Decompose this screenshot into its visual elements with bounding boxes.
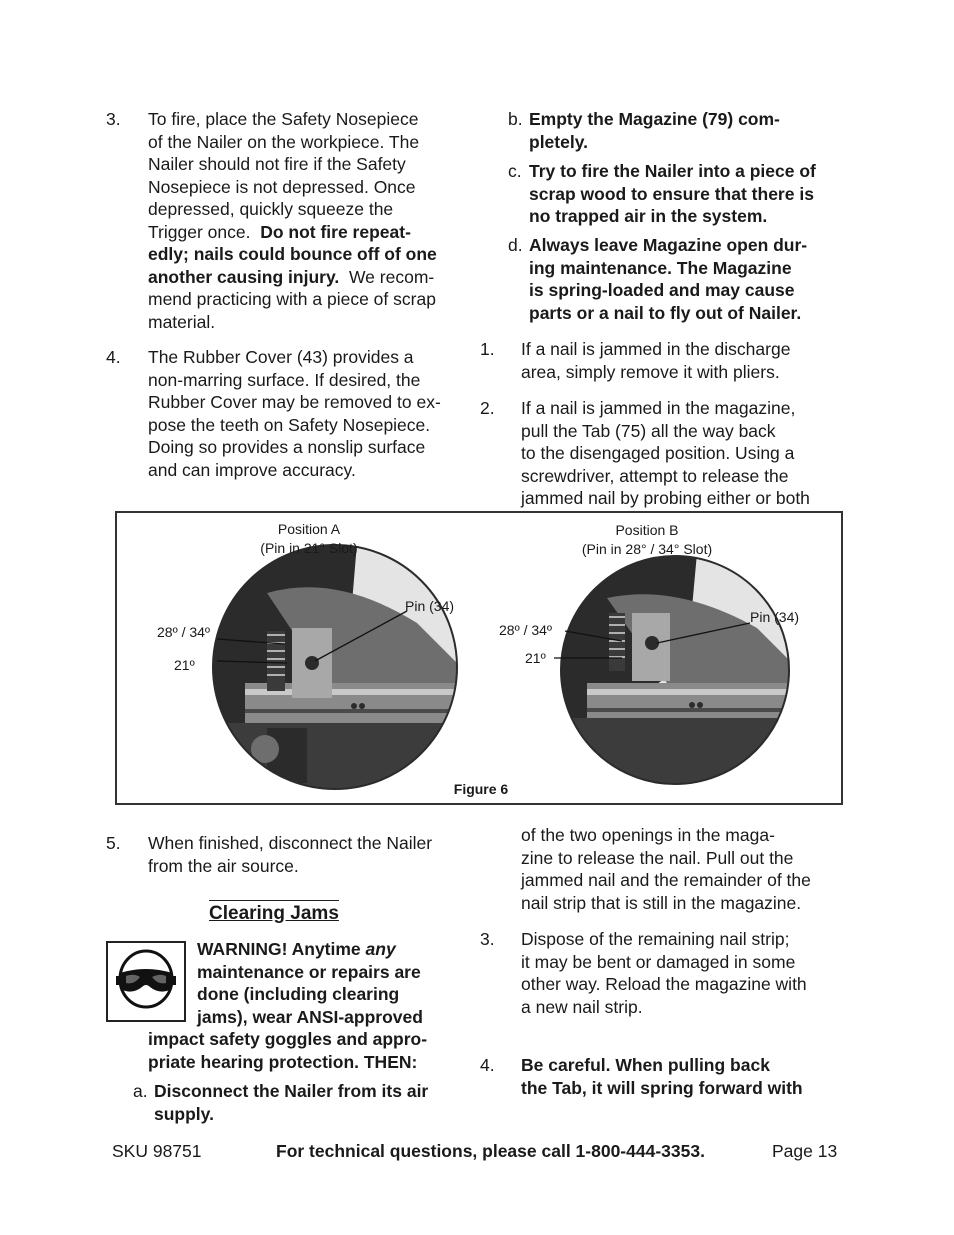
step-d: d. Always leave Magazine open dur- ing maintenance. The Magazine is spring-loaded and may cause parts or a nail to fly out of Nailer. bbox=[508, 235, 808, 323]
position-b-label-21: 21º bbox=[525, 650, 546, 666]
list-item-right-3 bbox=[480, 928, 850, 1020]
list-text: If a nail is jammed in the discharge area, simply remove it with pliers. bbox=[521, 339, 791, 382]
list-text: To fire, place the Safety Nosepiece of the Nailer on the workpiece. The Nailer should not fire if the Safety Nosepiece is not depressed. Once depressed, quickly squeeze the Trigger once. Do not fire repeat- edly; nails could bounce off of one another causing injury. We recom- mend practicing with a piece of scrap material. bbox=[148, 109, 437, 332]
position-a-label-28-34: 28º / 34º bbox=[157, 624, 211, 640]
list-item-5 bbox=[106, 832, 466, 880]
position-b-title: Position B bbox=[615, 522, 679, 538]
list-item-right-4 bbox=[480, 1054, 850, 1102]
position-a-title: Position A bbox=[277, 521, 341, 537]
warning-emphasis: edly; nails could bounce off of one bbox=[148, 244, 437, 264]
list-text: If a nail is jammed in the magazine, pull the Tab (75) all the way back to the disengaged position. Using a screwdriver, attempt to release the jammed nail by probing either or both bbox=[521, 398, 810, 508]
warning-text-continued: impact safety goggles and appro- priate hearing protection. THEN: bbox=[148, 1029, 428, 1072]
list-item-3 bbox=[106, 108, 466, 338]
step-a: a. Disconnect the Nailer from its air supply. bbox=[133, 1081, 429, 1124]
list-item-1 bbox=[480, 338, 850, 386]
warning-emphasis: another causing injury. bbox=[148, 266, 340, 287]
list-number: 3. bbox=[106, 109, 121, 129]
list-number: 3. bbox=[480, 929, 495, 949]
list-number: 4. bbox=[106, 347, 121, 367]
list-text: The Rubber Cover (43) provides a non-marring surface. If desired, the Rubber Cover may be removed to ex- pose the teeth on Safety Nosepiece. Doing so provides a nonslip surface and can improve accuracy. bbox=[148, 347, 441, 480]
list-number: 1. bbox=[480, 339, 495, 359]
position-a-label-pin: Pin (34) bbox=[405, 598, 455, 614]
figure-6-illustration bbox=[117, 513, 841, 803]
list-text: When finished, disconnect the Nailer from the air source. bbox=[148, 833, 433, 876]
step-b: b. Empty the Magazine (79) com- pletely. bbox=[508, 109, 780, 152]
list-text: Dispose of the remaining nail strip; it may be bent or damaged in some other way. Reload the magazine with a new nail strip. bbox=[521, 929, 807, 1017]
position-a-subtitle: (Pin in 21° Slot) bbox=[260, 540, 358, 556]
goggles-icon bbox=[108, 943, 184, 1020]
warning-emphasis: Do not fire repeat- bbox=[260, 221, 411, 242]
list-item-2-continued: of the two openings in the maga- zine to release the nail. Pull out the jammed nail and the remainder of the nail strip that is still in the magazine. bbox=[521, 825, 811, 913]
position-b-label-pin: Pin (34) bbox=[750, 609, 800, 625]
figure-caption: Figure 6 bbox=[453, 781, 509, 797]
footer-sku: SKU 98751 bbox=[112, 1141, 202, 1161]
list-number: 5. bbox=[106, 833, 121, 853]
section-heading-clearing-jams: Clearing Jams bbox=[209, 900, 339, 926]
safety-goggles-icon bbox=[106, 941, 186, 1022]
list-number: 2. bbox=[480, 398, 495, 418]
footer-phone-note: For technical questions, please call 1-800-444-3353. bbox=[276, 1141, 705, 1161]
list-item-4 bbox=[106, 346, 466, 486]
footer-page-number: Page 13 bbox=[772, 1141, 838, 1161]
position-b-label-28-34: 28º / 34º bbox=[499, 622, 553, 638]
figure-6 bbox=[115, 511, 843, 805]
warning-text: WARNING! Anytime any maintenance or repairs are done (including clearing jams), wear ANSI-approved bbox=[197, 939, 423, 1027]
list-text: Be careful. When pulling back the Tab, it will spring forward with bbox=[521, 1055, 803, 1098]
list-number: 4. bbox=[480, 1055, 495, 1075]
step-c: c. Try to fire the Nailer into a piece of scrap wood to ensure that there is no trapped air in the system. bbox=[508, 161, 816, 226]
position-a-label-21: 21º bbox=[174, 657, 195, 673]
position-b-subtitle: (Pin in 28° / 34° Slot) bbox=[581, 541, 713, 557]
list-item-2 bbox=[480, 397, 850, 511]
